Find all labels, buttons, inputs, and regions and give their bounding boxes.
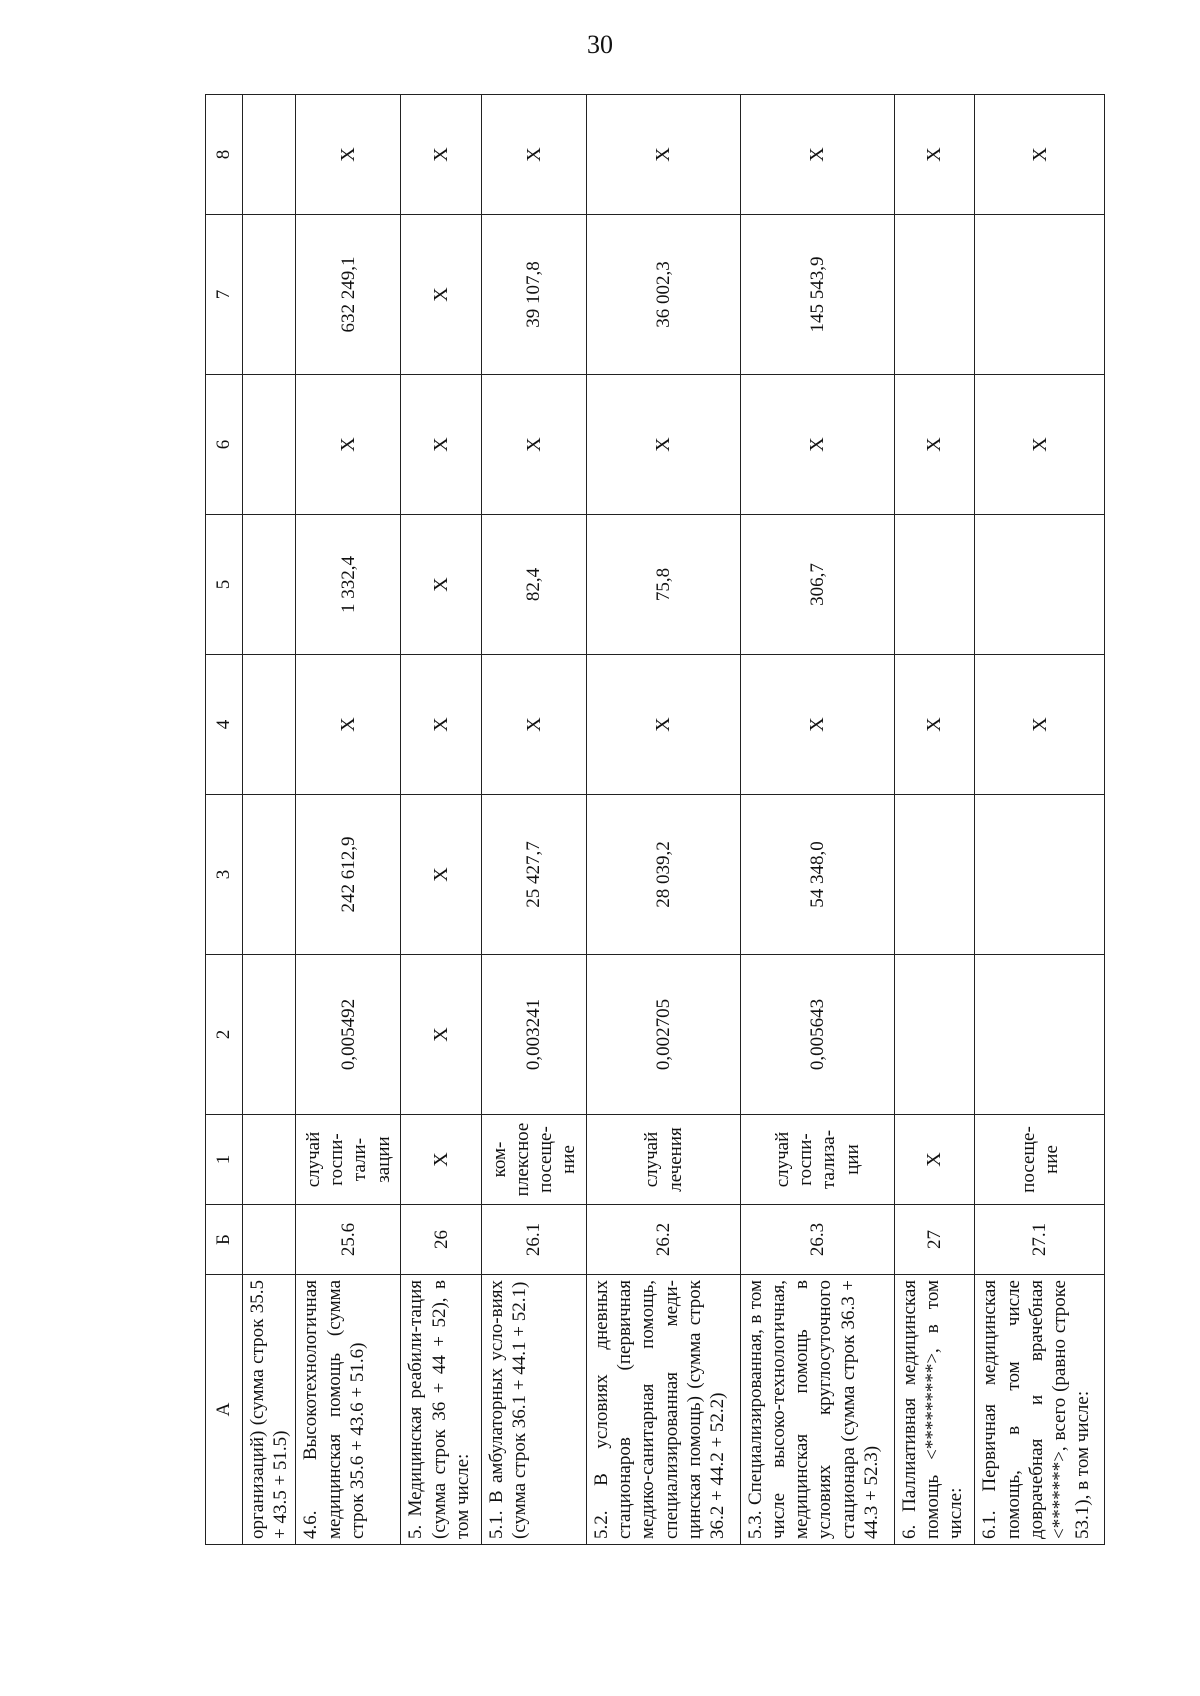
row-description: организаций) (сумма строк 35.5 + 43.5 + 51.5) bbox=[243, 1275, 296, 1545]
column-header: Б bbox=[206, 1205, 243, 1275]
value-cell: X bbox=[401, 95, 482, 215]
value-cell: 0,005492 bbox=[296, 955, 401, 1115]
page-number: 30 bbox=[587, 30, 613, 59]
unit-cell: случай госпи-тали-зации bbox=[296, 1115, 401, 1205]
value-cell: X bbox=[482, 95, 587, 215]
table-row bbox=[975, 95, 1105, 1545]
unit-cell: X bbox=[401, 1115, 482, 1205]
value-cell bbox=[243, 955, 296, 1115]
unit-cell: ком-плексное посеще-ние bbox=[482, 1115, 587, 1205]
value-cell: X bbox=[740, 95, 894, 215]
row-description: 6.1. Первичная медицинская помощь, в том числе доврачебная и врачебная <*******>, всего (равно строке 53.1), в том числе: bbox=[975, 1275, 1105, 1545]
value-cell: 75,8 bbox=[587, 515, 741, 655]
table-row bbox=[243, 95, 296, 1545]
value-cell bbox=[243, 795, 296, 955]
value-cell: X bbox=[482, 655, 587, 795]
value-cell: X bbox=[975, 655, 1105, 795]
value-cell: X bbox=[401, 375, 482, 515]
table-row bbox=[401, 95, 482, 1545]
value-cell: X bbox=[740, 375, 894, 515]
value-cell bbox=[975, 955, 1105, 1115]
value-cell bbox=[894, 515, 975, 655]
value-cell: X bbox=[296, 95, 401, 215]
unit-cell: случай госпи-тализа-ции bbox=[740, 1115, 894, 1205]
row-code: 26 bbox=[401, 1205, 482, 1275]
value-cell bbox=[975, 215, 1105, 375]
value-cell: 54 348,0 bbox=[740, 795, 894, 955]
value-cell bbox=[243, 215, 296, 375]
value-cell: 0,005643 bbox=[740, 955, 894, 1115]
value-cell: 0,003241 bbox=[482, 955, 587, 1115]
row-code: 27.1 bbox=[975, 1205, 1105, 1275]
value-cell: 0,002705 bbox=[587, 955, 741, 1115]
column-header: 1 bbox=[206, 1115, 243, 1205]
row-code bbox=[243, 1205, 296, 1275]
value-cell: X bbox=[587, 95, 741, 215]
row-description: 5.2. В условиях дневных стационаров (первичная медико-санитарная помощь, специализированная меди-цинская помощь) (сумма строк 36.2 + 44.2 + 52.2) bbox=[587, 1275, 741, 1545]
row-description: 5.3. Специализированная, в том числе высоко-технологичная, медицинская помощь в условиях круглосуточного стационара (сумма строк 36.3 + 44.3 + 52.3) bbox=[740, 1275, 894, 1545]
value-cell bbox=[243, 95, 296, 215]
column-header: 6 bbox=[206, 375, 243, 515]
value-cell: X bbox=[975, 95, 1105, 215]
value-cell bbox=[243, 375, 296, 515]
value-cell: X bbox=[401, 215, 482, 375]
column-header: 7 bbox=[206, 215, 243, 375]
table-row bbox=[740, 95, 894, 1545]
row-code: 26.1 bbox=[482, 1205, 587, 1275]
value-cell bbox=[243, 515, 296, 655]
value-cell: 632 249,1 bbox=[296, 215, 401, 375]
value-cell bbox=[894, 215, 975, 375]
row-description: 4.6. Высокотехнологичная медицинская помощь (сумма строк 35.6 + 43.6 + 51.6) bbox=[296, 1275, 401, 1545]
table-row bbox=[894, 95, 975, 1545]
column-header: 8 bbox=[206, 95, 243, 215]
value-cell: X bbox=[401, 955, 482, 1115]
value-cell: X bbox=[401, 515, 482, 655]
value-cell: X bbox=[296, 655, 401, 795]
table-row bbox=[296, 95, 401, 1545]
value-cell: 28 039,2 bbox=[587, 795, 741, 955]
table-row bbox=[482, 95, 587, 1545]
value-cell: X bbox=[401, 655, 482, 795]
value-cell: 306,7 bbox=[740, 515, 894, 655]
value-cell: X bbox=[740, 655, 894, 795]
unit-cell: X bbox=[894, 1115, 975, 1205]
value-cell: 25 427,7 bbox=[482, 795, 587, 955]
row-code: 27 bbox=[894, 1205, 975, 1275]
value-cell bbox=[975, 515, 1105, 655]
value-cell bbox=[894, 795, 975, 955]
value-cell: 39 107,8 bbox=[482, 215, 587, 375]
value-cell bbox=[894, 955, 975, 1115]
column-header: 4 bbox=[206, 655, 243, 795]
column-header: А bbox=[206, 1275, 243, 1545]
value-cell: 1 332,4 bbox=[296, 515, 401, 655]
value-cell bbox=[243, 655, 296, 795]
column-header: 2 bbox=[206, 955, 243, 1115]
row-code: 26.3 bbox=[740, 1205, 894, 1275]
column-header: 5 bbox=[206, 515, 243, 655]
table-header-row bbox=[206, 95, 243, 1545]
table-row bbox=[587, 95, 741, 1545]
value-cell: X bbox=[587, 375, 741, 515]
value-cell: X bbox=[894, 95, 975, 215]
column-header: 3 bbox=[206, 795, 243, 955]
value-cell: X bbox=[401, 795, 482, 955]
value-cell: 36 002,3 bbox=[587, 215, 741, 375]
value-cell: 82,4 bbox=[482, 515, 587, 655]
unit-cell: посеще-ние bbox=[975, 1115, 1105, 1205]
value-cell: X bbox=[482, 375, 587, 515]
rotated-table-container bbox=[205, 95, 1105, 1545]
value-cell: X bbox=[894, 375, 975, 515]
value-cell bbox=[975, 795, 1105, 955]
financing-table bbox=[205, 94, 1105, 1545]
row-code: 25.6 bbox=[296, 1205, 401, 1275]
value-cell: X bbox=[894, 655, 975, 795]
row-code: 26.2 bbox=[587, 1205, 741, 1275]
value-cell: X bbox=[975, 375, 1105, 515]
row-description: 5.1. В амбулаторных усло-виях (сумма строк 36.1 + 44.1 + 52.1) bbox=[482, 1275, 587, 1545]
unit-cell bbox=[243, 1115, 296, 1205]
unit-cell: случай лечения bbox=[587, 1115, 741, 1205]
row-description: 6. Паллиативная медицинская помощь <*********>, в том числе: bbox=[894, 1275, 975, 1545]
value-cell: 242 612,9 bbox=[296, 795, 401, 955]
value-cell: X bbox=[587, 655, 741, 795]
row-description: 5. Медицинская реабили-тация (сумма строк 36 + 44 + 52), в том числе: bbox=[401, 1275, 482, 1545]
value-cell: 145 543,9 bbox=[740, 215, 894, 375]
value-cell: X bbox=[296, 375, 401, 515]
